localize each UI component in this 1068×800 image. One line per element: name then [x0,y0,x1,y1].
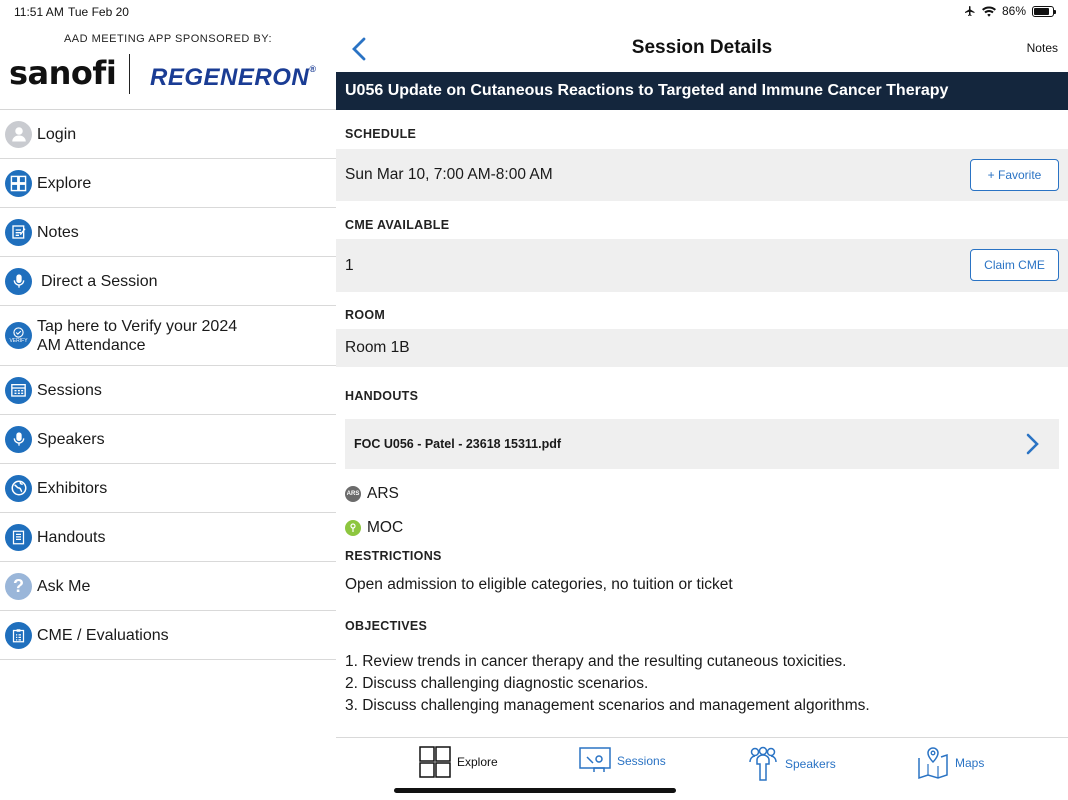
claim-cme-button[interactable]: Claim CME [970,249,1059,281]
favorite-button[interactable]: + Favorite [970,159,1059,191]
room-heading: ROOM [345,308,386,322]
nav-bar [336,24,1068,72]
moc-tag [336,511,1068,545]
tab-speakers[interactable] [747,746,836,782]
sidebar-item-label: Ask Me [37,577,91,595]
sidebar-item-label [37,317,237,355]
tab-label: Explore [457,755,498,769]
status-date: Tue Feb 20 [68,5,129,19]
regeneron-logo [150,64,316,92]
logo-divider [129,54,130,94]
tab-label: Speakers [785,757,836,771]
sidebar-item-notes[interactable] [0,208,336,257]
sidebar-item-login[interactable] [0,110,336,159]
verify-icon-text: VERIFY [9,338,28,344]
clipboard-icon [5,622,32,649]
tab-maps[interactable] [917,746,984,780]
sidebar-item-sessions[interactable] [0,366,336,415]
objective-item: 2. Discuss challenging diagnostic scenarios. [345,675,649,692]
microphone-icon [5,426,32,453]
session-details-panel [336,24,1068,800]
wifi-icon [982,6,996,17]
sidebar-item-label: Notes [37,223,79,241]
room-value: Room 1B [345,339,410,356]
grid-icon [5,170,32,197]
sidebar-item-explore[interactable] [0,159,336,208]
battery-icon [1032,6,1054,17]
tab-label: Sessions [617,754,666,768]
sidebar-item-cme-evaluations[interactable] [0,611,336,660]
status-indicators [964,4,1054,18]
objective-item: 1. Review trends in cancer therapy and the resulting cutaneous toxicities. [345,653,847,670]
home-indicator [394,788,676,793]
globe-icon [5,475,32,502]
page-title: Session Details [631,37,773,58]
cme-row [336,239,1068,292]
ars-label: ARS [367,485,399,502]
notes-button[interactable]: Notes [1026,41,1058,55]
handouts-heading: HANDOUTS [345,389,419,403]
ars-badge-icon: ARS [345,486,361,502]
people-icon [747,746,779,782]
sidebar-item-label: CME / Evaluations [37,626,169,644]
sidebar-menu [0,110,336,660]
moc-badge-icon [345,520,361,536]
objective-item: 3. Discuss challenging management scenarios and management algorithms. [345,697,870,714]
ars-tag [336,477,1068,511]
restrictions-heading: RESTRICTIONS [345,549,442,563]
registered-mark: ® [309,64,317,74]
battery-level [1034,8,1049,15]
sponsor-label: AAD MEETING APP SPONSORED BY: [63,33,273,45]
calendar-icon [5,377,32,404]
sidebar-item-label: Direct a Session [41,272,158,290]
sidebar-item-label-line1: Tap here to Verify your 2024 [37,317,238,335]
sanofi-logo: sanofi [9,54,117,92]
battery-percent: 86% [1001,4,1026,18]
moc-label: MOC [367,519,404,536]
handout-file-name: FOC U056 - Patel - 23618 15311.pdf [354,437,562,451]
schedule-row [336,149,1068,201]
grid-icon [419,746,451,778]
sidebar-item-label: Handouts [37,528,106,546]
document-icon [5,524,32,551]
chevron-right-icon [1025,433,1039,455]
sidebar-item-label: Login [37,125,77,143]
sidebar-item-ask-me[interactable] [0,562,336,611]
sidebar-item-label: Sessions [37,381,102,399]
sidebar-item-verify-attendance[interactable] [0,306,336,366]
tab-sessions[interactable] [579,746,666,776]
sidebar-item-handouts[interactable] [0,513,336,562]
schedule-value: Sun Mar 10, 7:00 AM-8:00 AM [345,166,553,183]
handout-file-row[interactable] [345,419,1059,469]
cme-value: 1 [345,256,354,274]
sponsor-banner [0,24,336,110]
verify-icon [5,322,32,349]
regeneron-logo-text: REGENERON [150,64,310,91]
sidebar [0,24,336,800]
question-icon: ? [5,573,32,600]
person-icon [5,121,32,148]
objectives-list [336,653,1068,719]
sidebar-item-label: Explore [37,174,92,192]
room-row [336,329,1068,367]
objectives-heading: OBJECTIVES [345,619,428,633]
airplane-icon [964,5,976,17]
status-bar [0,0,1068,24]
tab-explore[interactable] [419,746,498,778]
presentation-icon [579,746,611,776]
sidebar-item-speakers[interactable] [0,415,336,464]
tab-label: Maps [955,756,985,770]
schedule-heading: SCHEDULE [345,127,417,141]
sidebar-item-direct-a-session[interactable] [0,257,336,306]
map-icon [917,746,949,780]
sidebar-item-label-line2: AM Attendance [37,336,146,354]
sidebar-item-exhibitors[interactable] [0,464,336,513]
sidebar-item-label: Exhibitors [37,479,108,497]
cme-heading: CME AVAILABLE [345,218,450,232]
restrictions-value: Open admission to eligible categories, no tuition or ticket [345,576,733,593]
session-title: U056 Update on Cutaneous Reactions to Targeted and Immune Cancer Therapy [336,72,1068,110]
sidebar-item-label: Speakers [37,430,105,448]
status-time: 11:51 AM [14,5,64,19]
notepad-icon [5,219,32,246]
microphone-icon [5,268,32,295]
